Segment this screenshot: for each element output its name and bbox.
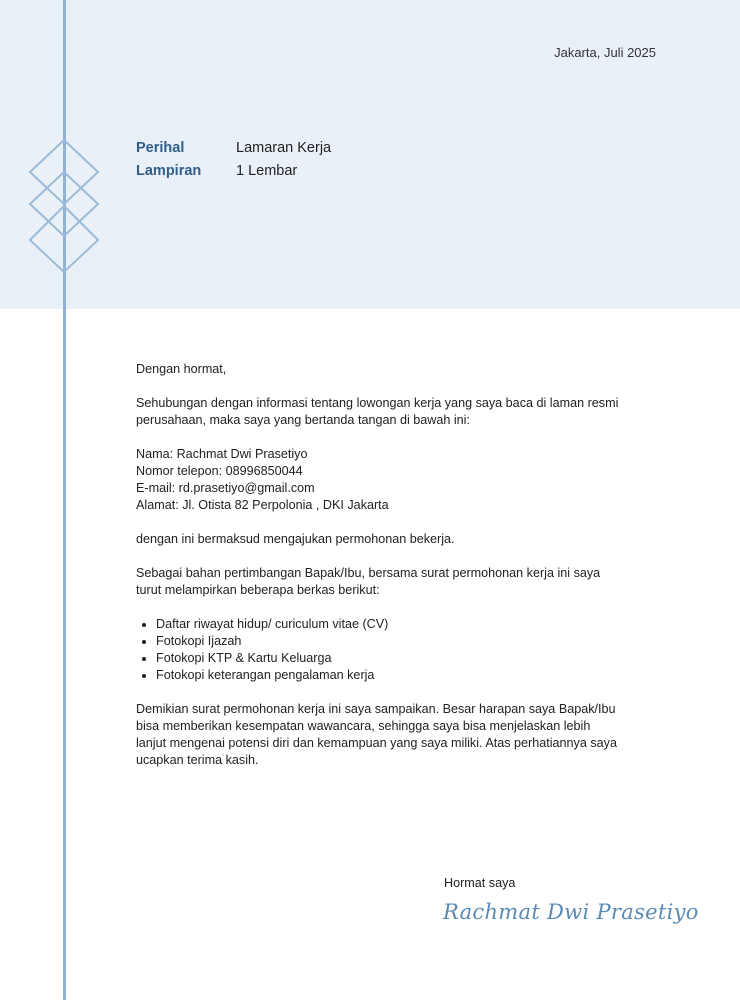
list-item: • Fotokopi keterangan pengalaman kerja: [156, 667, 661, 684]
text-line: Sehubungan dengan informasi tentang lowongan kerja yang saya baca di laman resmi: [136, 396, 619, 410]
list-item: • Fotokopi Ijazah: [156, 633, 661, 650]
text-line: perusahaan, maka saya yang bertanda tangan di bawah ini:: [136, 413, 470, 427]
meta-value: 1 Lembar: [236, 163, 298, 179]
identity-phone: Nomor telepon: 08996850044: [136, 464, 303, 478]
text-line: bisa memberikan kesempatan wawancara, sehingga saya bisa menjelaskan lebih: [136, 719, 591, 733]
diamond-ornament-icon: [28, 136, 100, 276]
text-line: Sebagai bahan pertimbangan Bapak/Ibu, bersama surat permohonan kerja ini saya: [136, 566, 601, 580]
list-item: • Fotokopi KTP & Kartu Keluarga: [156, 650, 661, 667]
identity-block: [136, 446, 661, 514]
letter-body: [136, 361, 661, 786]
letter-date: Jakarta, Juli 2025: [554, 45, 656, 60]
text-line: lanjut mengenai potensi diri dan kemampuan yang saya miliki. Atas perhatiannya saya: [136, 736, 617, 750]
closing-paragraph: [136, 701, 661, 769]
meta-label: Perihal: [136, 140, 185, 156]
greeting: Dengan hormat,: [136, 362, 227, 376]
text-line: ucapkan terima kasih.: [136, 753, 259, 767]
meta-value: Lamaran Kerja: [236, 140, 332, 156]
meta-row-attachment: [136, 160, 331, 183]
text-line: turut melampirkan beberapa berkas berikut:: [136, 583, 380, 597]
identity-address: Alamat: Jl. Otista 82 Perpolonia , DKI Jakarta: [136, 498, 389, 512]
list-item: • Daftar riwayat hidup/ curiculum vitae (CV): [156, 616, 661, 633]
signature: Rachmat Dwi Prasetiyo: [443, 900, 699, 924]
intent-paragraph: dengan ini bermaksud mengajukan permohonan bekerja.: [136, 532, 455, 546]
attachment-list: [136, 616, 661, 684]
text-line: Demikian surat permohonan kerja ini saya sampaikan. Besar harapan saya Bapak/Ibu: [136, 702, 616, 716]
intro-paragraph: [136, 395, 661, 429]
identity-email: E-mail: rd.prasetiyo@gmail.com: [136, 481, 315, 495]
sign-off: Hormat saya: [444, 876, 516, 890]
meta-label: Lampiran: [136, 163, 202, 179]
identity-name: Nama: Rachmat Dwi Prasetiyo: [136, 447, 308, 461]
meta-row-subject: [136, 137, 331, 160]
consideration-paragraph: [136, 565, 661, 599]
letter-meta: [136, 137, 331, 183]
